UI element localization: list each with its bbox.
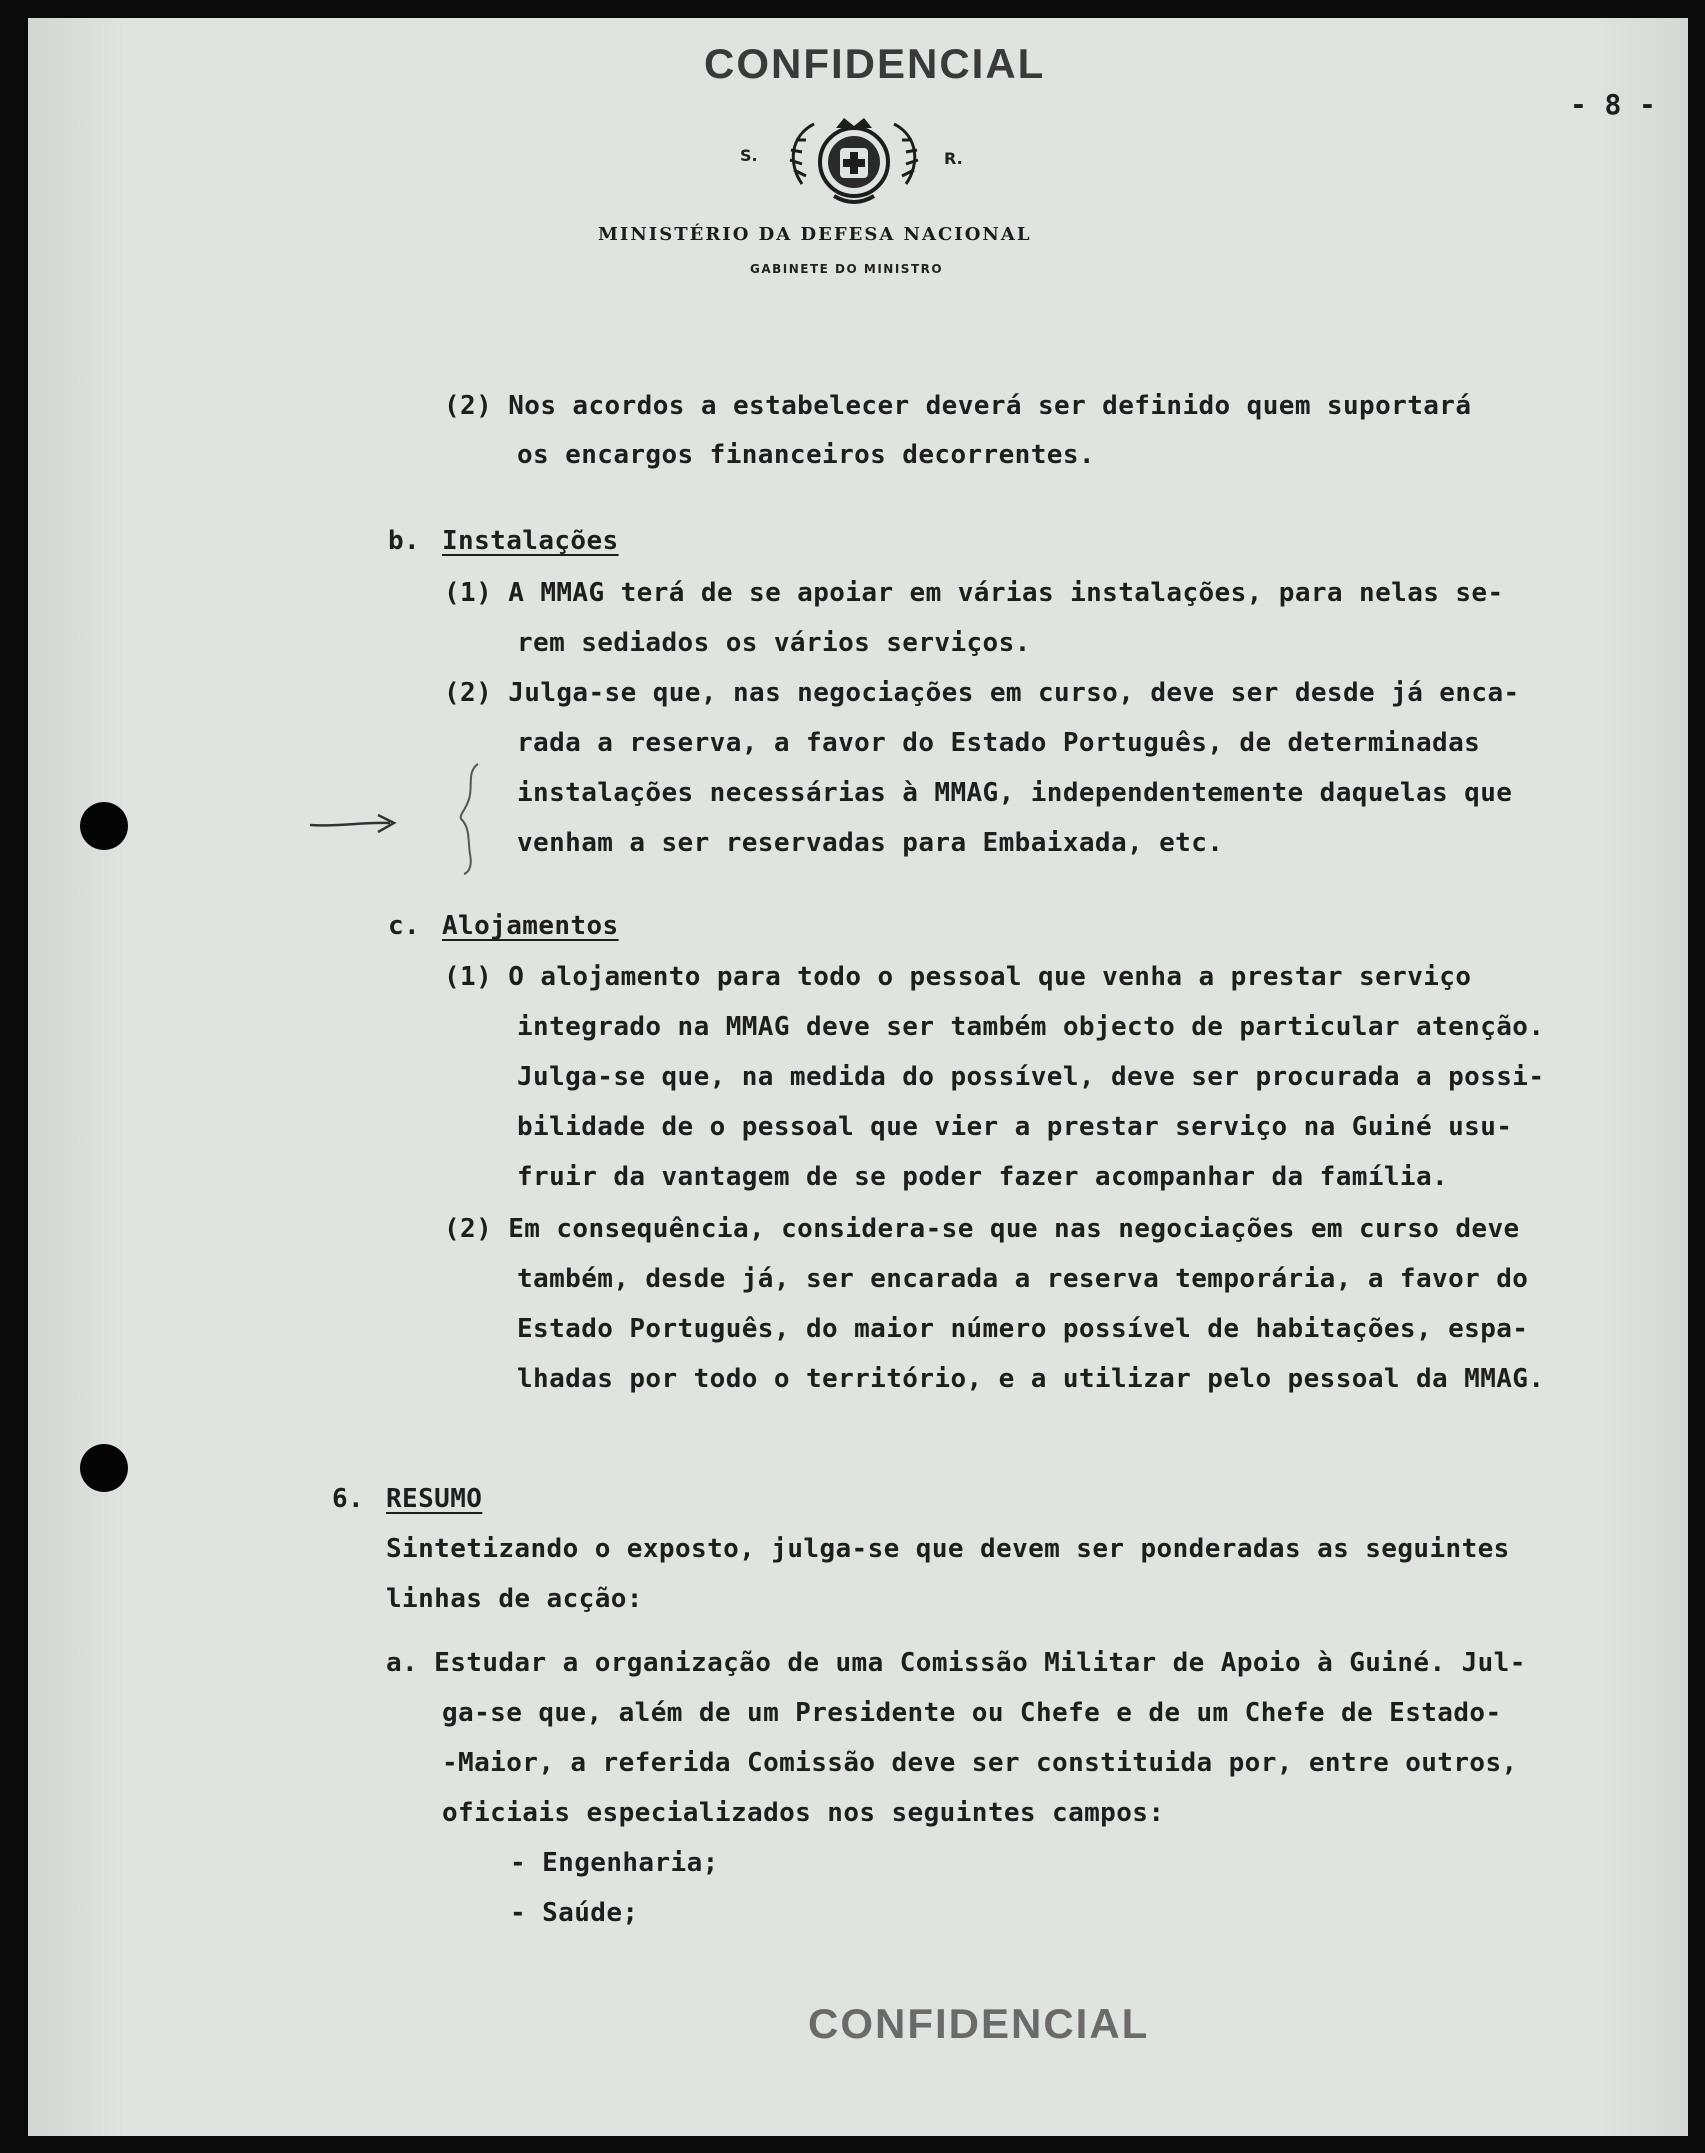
text-line: instalações necessárias à MMAG, independentemente daquelas que (517, 778, 1513, 808)
section-6-marker: 6. (332, 1484, 365, 1514)
text-line: também, desde já, ser encarada a reserva temporária, a favor do (517, 1264, 1529, 1294)
text-line: lhadas por todo o território, e a utilizar pelo pessoal da MMAG. (517, 1364, 1545, 1394)
confidential-stamp-bottom: CONFIDENCIAL (808, 2000, 1150, 2047)
binder-hole-upper (80, 802, 128, 850)
text-line: integrado na MMAG deve ser também objecto de particular atenção. (517, 1012, 1545, 1042)
text-line: (2) Nos acordos a estabelecer deverá ser definido quem suportará (444, 391, 1472, 421)
text-line: ga-se que, além de um Presidente ou Chefe e de um Chefe de Estado- (442, 1698, 1502, 1728)
text-line: (1) O alojamento para todo o pessoal que venha a prestar serviço (444, 962, 1472, 992)
r-letter: R. (944, 149, 963, 168)
arrow-right-icon (306, 808, 406, 838)
text-line: bilidade de o pessoal que vier a prestar serviço na Guiné usu- (517, 1112, 1513, 1142)
text-line: os encargos financeiros decorrentes. (517, 440, 1095, 470)
text-line: (2) Julga-se que, nas negociações em curso, deve ser desde já enca- (444, 678, 1520, 708)
section-6-heading: RESUMO (386, 1484, 483, 1514)
text-line: venham a ser reservadas para Embaixada, etc. (517, 828, 1224, 858)
text-line: Sintetizando o exposto, julga-se que devem ser ponderadas as seguintes (386, 1534, 1510, 1564)
section-b-marker: b. (388, 526, 421, 556)
page-number: - 8 - (1570, 88, 1657, 121)
text-line: (1) A MMAG terá de se apoiar em várias instalações, para nelas se- (444, 578, 1504, 608)
text-line: linhas de acção: (386, 1584, 643, 1614)
binder-hole-lower (80, 1444, 128, 1492)
text-line: a. Estudar a organização de uma Comissão Militar de Apoio à Guiné. Jul- (386, 1648, 1526, 1678)
ministry-name: MINISTÉRIO DA DEFESA NACIONAL (598, 224, 1032, 245)
cabinet-name: GABINETE DO MINISTRO (750, 262, 944, 276)
document-page (28, 18, 1688, 2136)
coat-of-arms-emblem (780, 114, 928, 210)
section-c-marker: c. (388, 911, 421, 941)
s-letter: S. (740, 146, 758, 165)
list-item: - Saúde; (510, 1898, 639, 1928)
text-line: fruir da vantagem de se poder fazer acompanhar da família. (517, 1162, 1449, 1192)
text-line: Estado Português, do maior número possível de habitações, espa- (517, 1314, 1529, 1344)
text-line: rada a reserva, a favor do Estado Português, de determinadas (517, 728, 1481, 758)
text-line: Julga-se que, na medida do possível, deve ser procurada a possi- (517, 1062, 1545, 1092)
list-item: - Engenharia; (510, 1848, 719, 1878)
section-c-heading: Alojamentos (442, 911, 619, 941)
section-b-heading: Instalações (442, 526, 619, 556)
curly-brace-mark (452, 758, 492, 878)
text-line: rem sediados os vários serviços. (517, 628, 1031, 658)
text-line: oficiais especializados nos seguintes campos: (442, 1798, 1165, 1828)
text-line: (2) Em consequência, considera-se que nas negociações em curso deve (444, 1214, 1520, 1244)
confidential-stamp-top: CONFIDENCIAL (704, 40, 1046, 87)
text-line: -Maior, a referida Comissão deve ser constituida por, entre outros, (442, 1748, 1518, 1778)
